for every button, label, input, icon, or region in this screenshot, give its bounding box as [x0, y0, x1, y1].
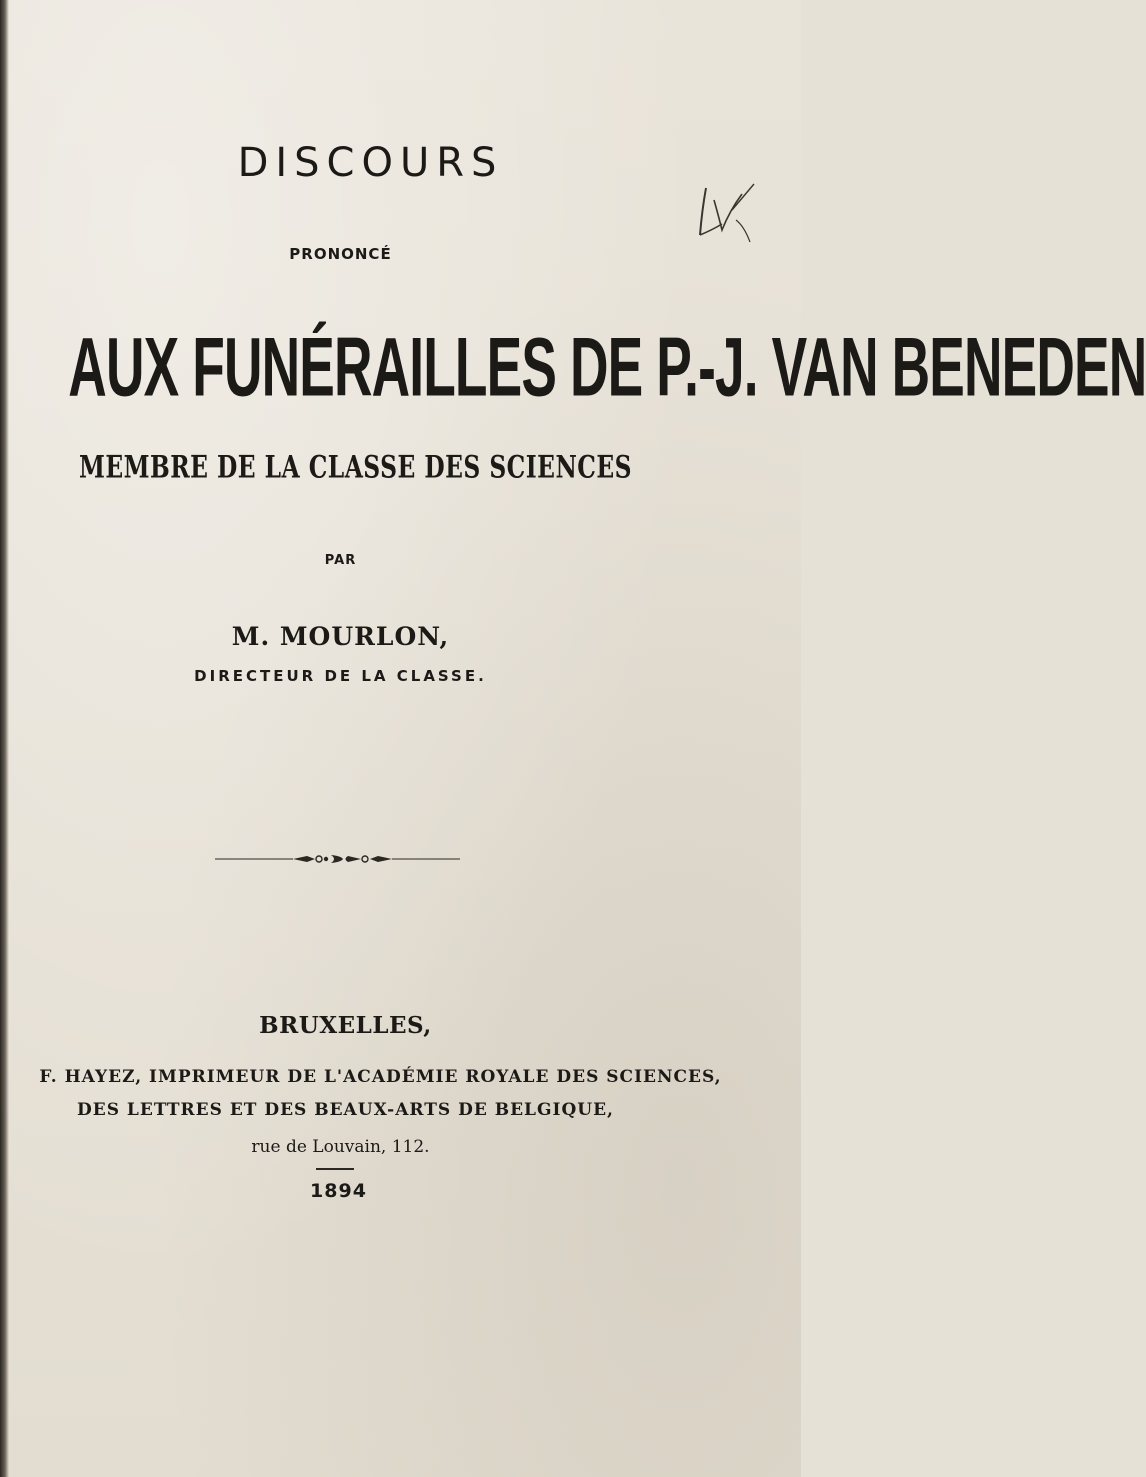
main-title: DISCOURS	[237, 140, 504, 186]
printer-address: rue de Louvain, 112.	[251, 1137, 430, 1157]
printer-line-2: DES LETTRES ET DES BEAUX-ARTS DE BELGIQUE,	[77, 1100, 614, 1120]
author-title: DIRECTEUR DE LA CLASSE.	[194, 667, 487, 685]
page-binding-edge	[0, 0, 9, 1477]
author-name: M. MOURLON,	[231, 622, 450, 651]
handwritten-mark-icon	[692, 180, 762, 250]
short-rule	[316, 1168, 354, 1170]
member-line: MEMBRE DE LA CLASSE DES SCIENCES	[78, 450, 632, 486]
par-label: PAR	[324, 553, 357, 568]
divider-ornament-icon	[215, 852, 460, 866]
publication-year: 1894	[310, 1180, 367, 1202]
funerals-heading: AUX FUNÉRAILLES DE P.-J. VAN BENEDEN	[68, 321, 1146, 415]
printer-line-1: F. HAYEZ, IMPRIMEUR DE L'ACADÉMIE ROYALE DES SCIENCES,	[39, 1067, 722, 1087]
pronounced-label: PRONONCÉ	[289, 245, 392, 263]
publication-city: BRUXELLES,	[259, 1012, 432, 1039]
